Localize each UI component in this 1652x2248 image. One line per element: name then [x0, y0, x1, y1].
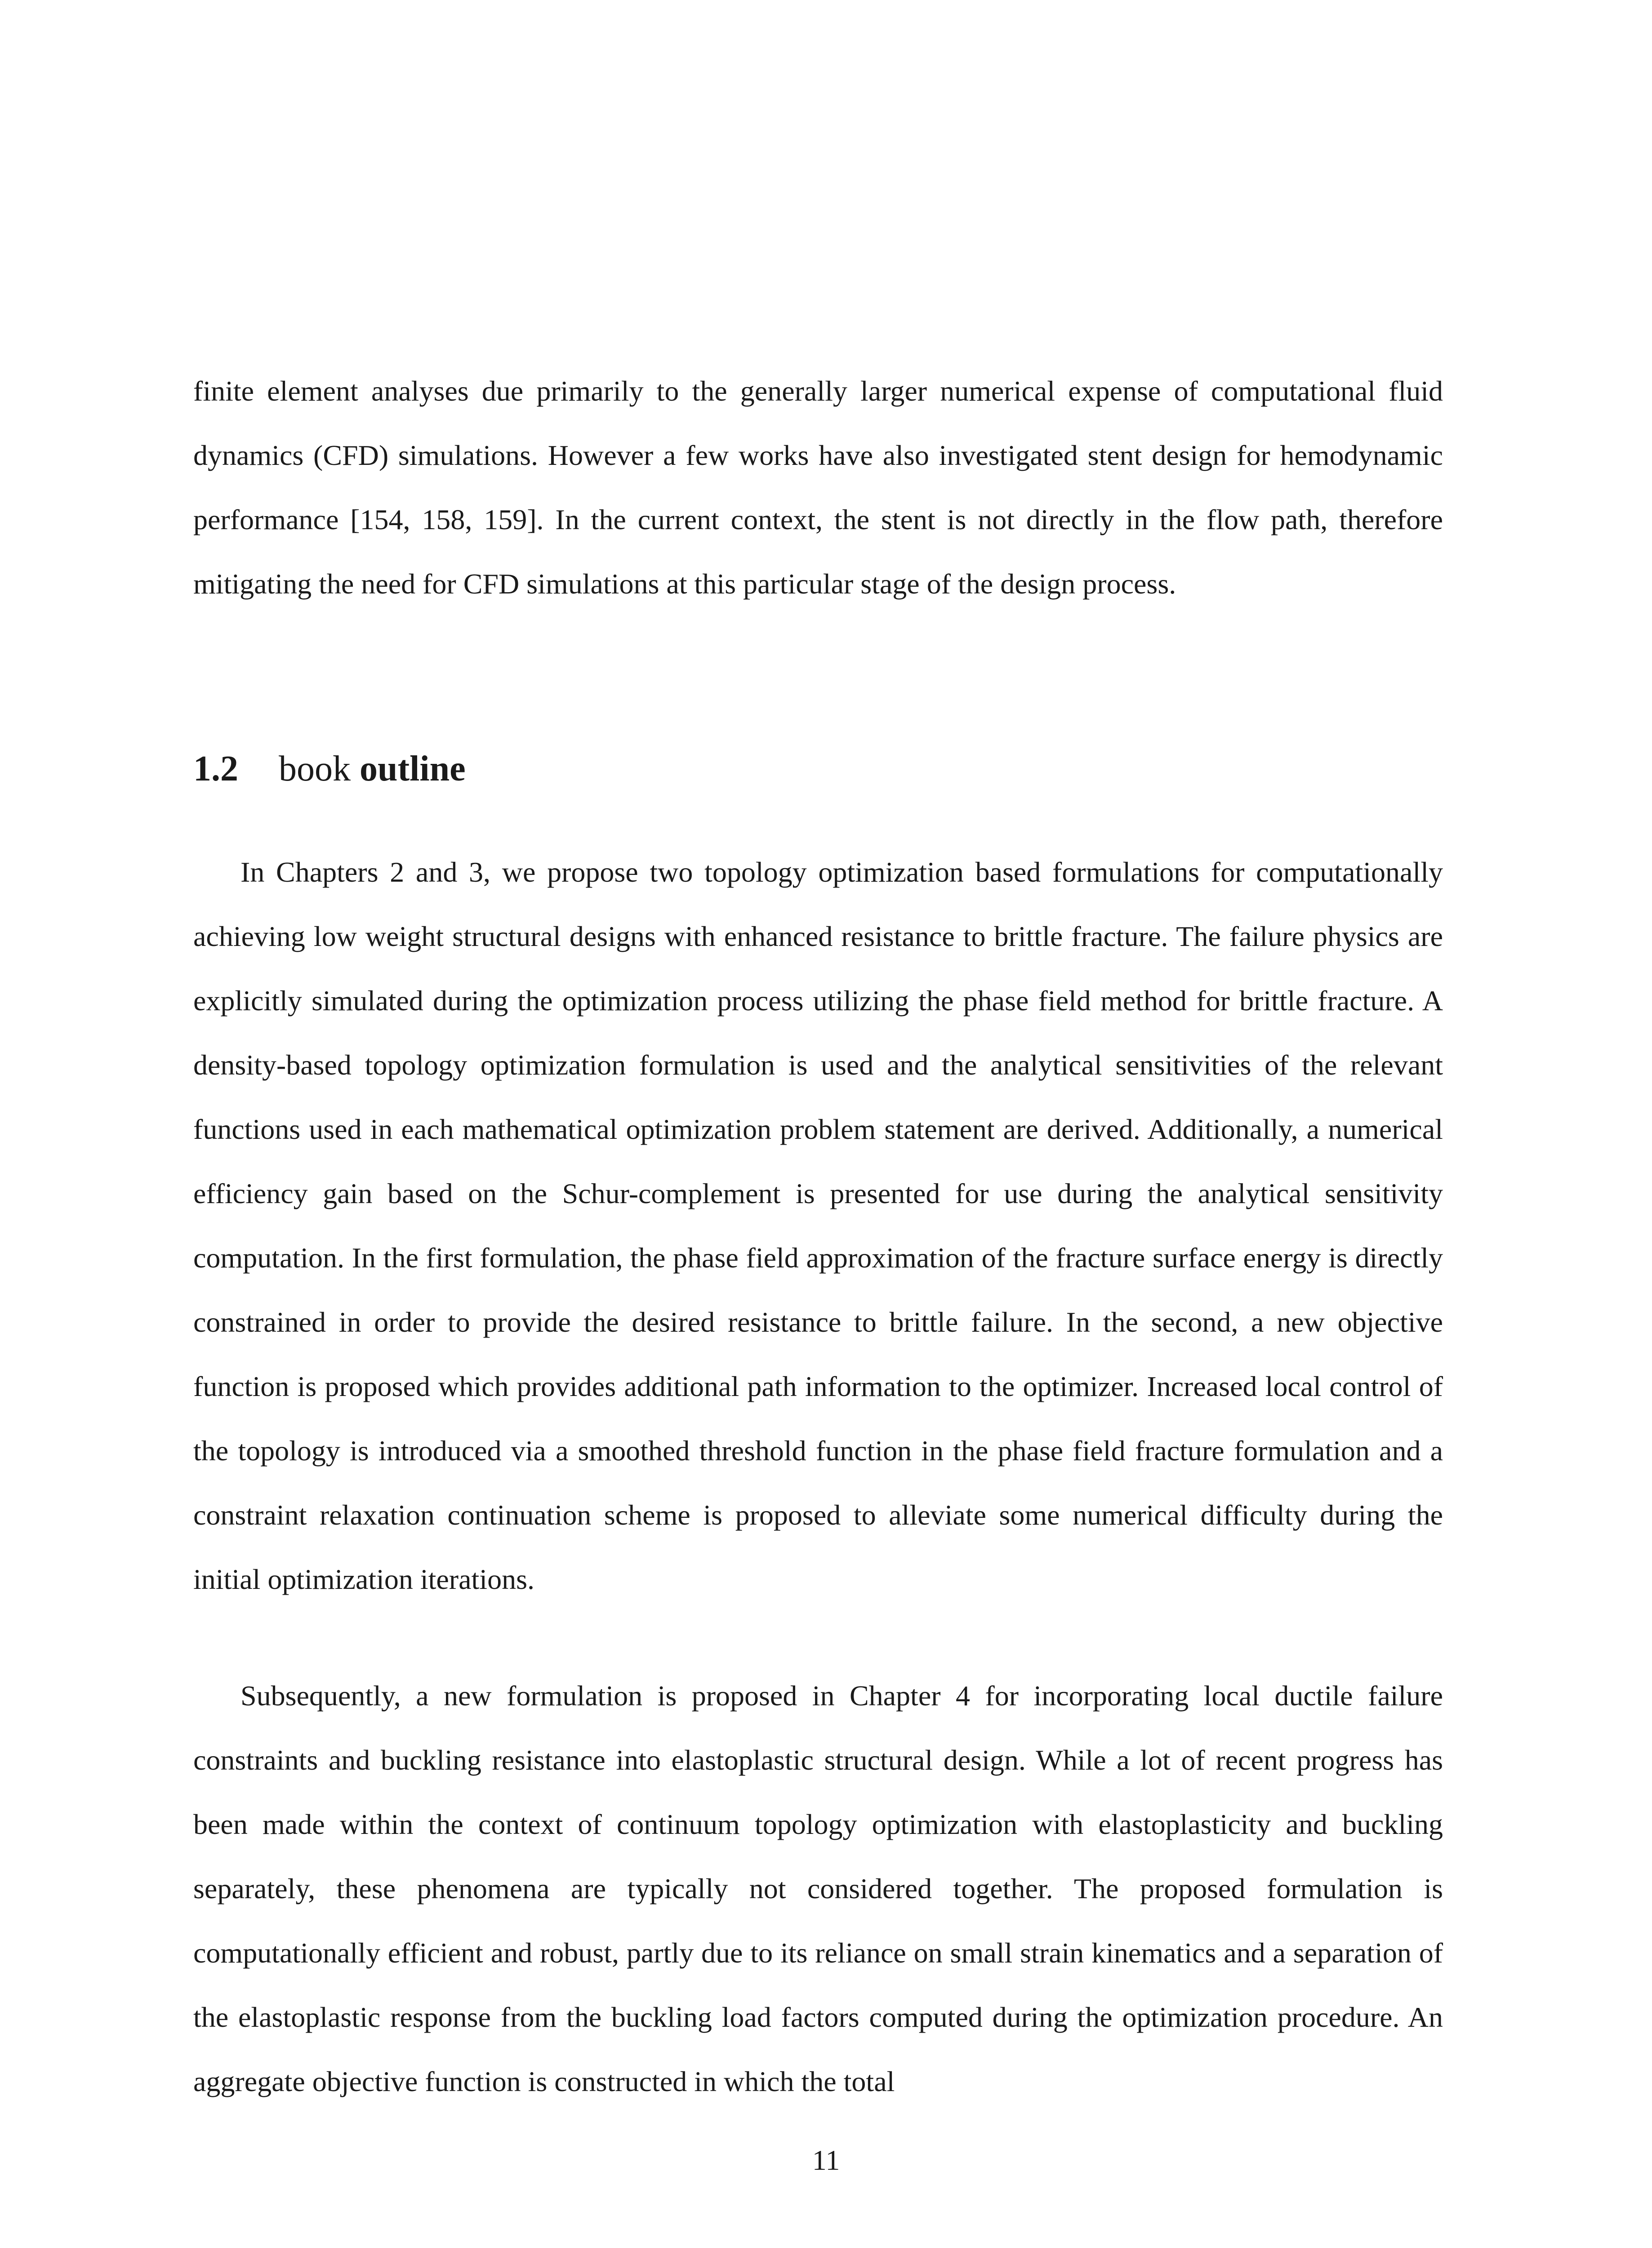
page-number: 11: [812, 2144, 840, 2176]
paragraph-outline-first: In Chapters 2 and 3, we propose two topology optimization based formulations for computationally achieving low weight structural designs with enhanced resistance to brittle fracture. The failure physics are explicitly simulated during the optimization process utilizing the phase field method for brittle fracture. A density-based topology optimization formulation is used and the analytical sensitivities of the relevant functions used in each mathematical optimization problem statement are derived. Additionally, a numerical efficiency gain based on the Schur-complement is presented for use during the analytical sensitivity computation. In the first formulation, the phase field approximation of the fracture surface energy is directly constrained in order to provide the desired resistance to brittle failure. In the second, a new objective function is proposed which provides additional path information to the optimizer. Increased local control of the topology is introduced via a smoothed threshold function in the phase field fracture formulation and a constraint relaxation continuation scheme is proposed to alleviate some numerical difficulty during the initial optimization iterations.: [193, 856, 1443, 1595]
section-title-word: book: [279, 749, 351, 789]
section-title-bold: outline: [360, 749, 466, 789]
section-number: 1.2: [193, 749, 238, 789]
paragraph-intro-continuation: finite element analyses due primarily to the generally larger numerical expense of computational fluid dynamics (CFD) simulations. However a few works have also investigated stent design for hemodynamic performance [154, 158, 159]. In the current context, the stent is not directly in the flow path, therefore mitigating the need for CFD simulations at this particular stage of the design process.: [193, 375, 1443, 600]
section-heading: [193, 742, 466, 796]
paragraph-outline-second: Subsequently, a new formulation is proposed in Chapter 4 for incorporating local ductile failure constraints and buckling resistance into elastoplastic structural design. While a lot of recent progress has been made within the context of continuum topology optimization with elastoplasticity and buckling separately, these phenomena are typically not considered together. The proposed formulation is computationally efficient and robust, partly due to its reliance on small strain kinematics and a separation of the elastoplastic response from the buckling load factors computed during the optimization procedure. An aggregate objective function is constructed in which the total: [193, 1680, 1443, 2097]
